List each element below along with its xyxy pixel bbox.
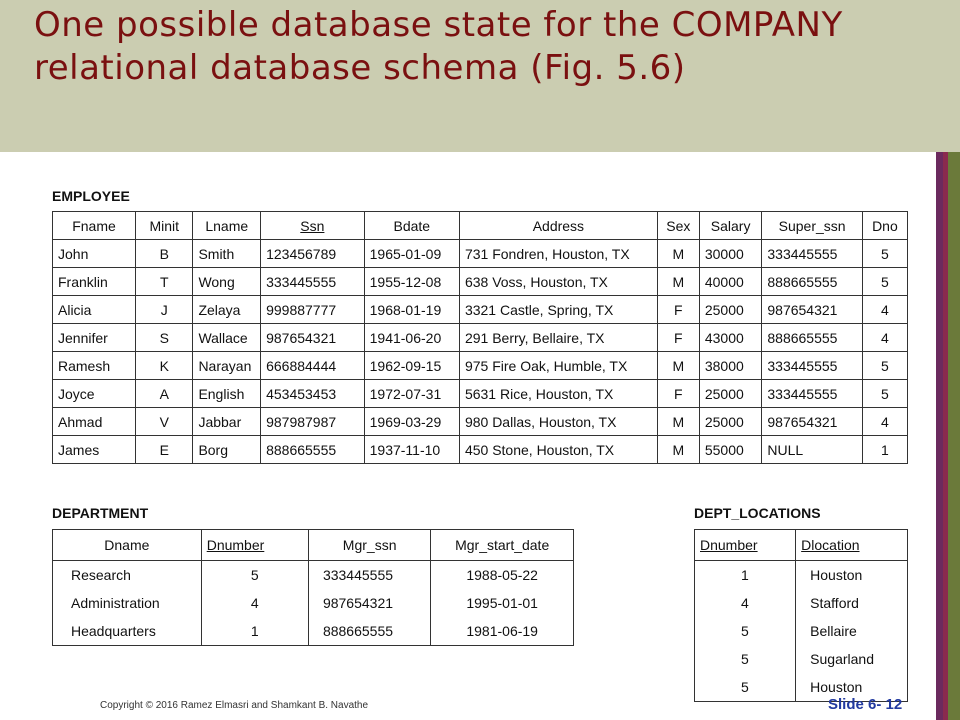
table-cell: 1941-06-20: [364, 324, 459, 352]
column-header: Dno: [862, 212, 907, 240]
table-row: [53, 617, 574, 646]
table-cell: Joyce: [53, 380, 136, 408]
table-cell: Bellaire: [796, 617, 908, 645]
table-cell: 453453453: [261, 380, 365, 408]
table-cell: 25000: [699, 408, 762, 436]
table-cell: 888665555: [308, 617, 430, 646]
table-cell: F: [657, 296, 699, 324]
table-cell: 638 Voss, Houston, TX: [459, 268, 657, 296]
table-row: [695, 589, 908, 617]
table-row: [695, 645, 908, 673]
table-cell: 43000: [699, 324, 762, 352]
table-row: [53, 240, 908, 268]
table-cell: 5: [201, 561, 308, 590]
column-header: Dnumber: [695, 530, 796, 561]
table-cell: F: [657, 324, 699, 352]
table-cell: 1: [695, 561, 796, 590]
slide-number: Slide 6- 12: [828, 696, 903, 713]
table-cell: 4: [695, 589, 796, 617]
table-cell: 5: [695, 617, 796, 645]
table-row: [53, 268, 908, 296]
table-cell: 38000: [699, 352, 762, 380]
column-header: Minit: [136, 212, 193, 240]
column-header: Mgr_start_date: [431, 530, 574, 561]
table-cell: 1988-05-22: [431, 561, 574, 590]
table-cell: M: [657, 240, 699, 268]
table-cell: 333445555: [762, 240, 862, 268]
table-cell: 888665555: [261, 436, 365, 464]
table-cell: 25000: [699, 380, 762, 408]
table-row: [53, 408, 908, 436]
table-cell: Narayan: [193, 352, 261, 380]
department-label: DEPARTMENT: [52, 505, 149, 521]
table-cell: 5: [862, 268, 907, 296]
table-cell: M: [657, 352, 699, 380]
employee-table: [52, 211, 908, 464]
column-header: Bdate: [364, 212, 459, 240]
table-cell: 888665555: [762, 324, 862, 352]
table-cell: James: [53, 436, 136, 464]
accent-stripe: [936, 152, 943, 720]
table-cell: 1968-01-19: [364, 296, 459, 324]
table-cell: 4: [862, 324, 907, 352]
table-cell: 1: [201, 617, 308, 646]
table-cell: Zelaya: [193, 296, 261, 324]
table-row: [53, 380, 908, 408]
table-row: [53, 352, 908, 380]
table-row: [53, 561, 574, 590]
table-row: [695, 617, 908, 645]
column-header: Mgr_ssn: [308, 530, 430, 561]
table-cell: 4: [862, 296, 907, 324]
table-header-row: [53, 212, 908, 240]
table-cell: Smith: [193, 240, 261, 268]
column-header: Dname: [53, 530, 202, 561]
table-cell: 987654321: [261, 324, 365, 352]
table-cell: 987654321: [762, 296, 862, 324]
table-cell: 450 Stone, Houston, TX: [459, 436, 657, 464]
table-row: [53, 589, 574, 617]
table-cell: Alicia: [53, 296, 136, 324]
column-header: Fname: [53, 212, 136, 240]
table-row: [53, 436, 908, 464]
table-cell: John: [53, 240, 136, 268]
table-cell: 987987987: [261, 408, 365, 436]
table-cell: 4: [201, 589, 308, 617]
table-cell: K: [136, 352, 193, 380]
column-header: Sex: [657, 212, 699, 240]
title-bar: [0, 0, 960, 152]
table-cell: Jennifer: [53, 324, 136, 352]
table-cell: 975 Fire Oak, Humble, TX: [459, 352, 657, 380]
dept-locations-label: DEPT_LOCATIONS: [694, 505, 821, 521]
table-cell: Stafford: [796, 589, 908, 617]
table-cell: 333445555: [308, 561, 430, 590]
table-cell: 999887777: [261, 296, 365, 324]
table-cell: 333445555: [762, 352, 862, 380]
table-cell: 5: [862, 352, 907, 380]
table-cell: 1937-11-10: [364, 436, 459, 464]
slide-title: One possible database state for the COMPANY relational database schema (Fig. 5.6): [34, 5, 843, 88]
table-cell: F: [657, 380, 699, 408]
accent-stripe: [948, 152, 960, 720]
table-cell: A: [136, 380, 193, 408]
table-cell: M: [657, 268, 699, 296]
table-cell: 987654321: [762, 408, 862, 436]
table-cell: Sugarland: [796, 645, 908, 673]
table-cell: 5: [695, 645, 796, 673]
table-cell: E: [136, 436, 193, 464]
table-cell: 55000: [699, 436, 762, 464]
table-cell: 333445555: [261, 268, 365, 296]
table-cell: V: [136, 408, 193, 436]
table-cell: 1955-12-08: [364, 268, 459, 296]
column-header: Lname: [193, 212, 261, 240]
column-header: Super_ssn: [762, 212, 862, 240]
table-cell: Borg: [193, 436, 261, 464]
table-cell: Wallace: [193, 324, 261, 352]
employee-label: EMPLOYEE: [52, 188, 130, 204]
table-cell: 25000: [699, 296, 762, 324]
table-cell: 5631 Rice, Houston, TX: [459, 380, 657, 408]
table-cell: M: [657, 436, 699, 464]
table-cell: 4: [862, 408, 907, 436]
table-header-row: [695, 530, 908, 561]
table-header-row: [53, 530, 574, 561]
table-cell: 888665555: [762, 268, 862, 296]
table-cell: S: [136, 324, 193, 352]
table-cell: 731 Fondren, Houston, TX: [459, 240, 657, 268]
table-cell: Houston: [796, 561, 908, 590]
table-cell: 291 Berry, Bellaire, TX: [459, 324, 657, 352]
table-cell: English: [193, 380, 261, 408]
table-cell: 987654321: [308, 589, 430, 617]
table-cell: 1962-09-15: [364, 352, 459, 380]
table-cell: T: [136, 268, 193, 296]
table-cell: Research: [53, 561, 202, 590]
copyright-notice: Copyright © 2016 Ramez Elmasri and Shamkant B. Navathe: [100, 700, 369, 711]
column-header: Address: [459, 212, 657, 240]
column-header: Dlocation: [796, 530, 908, 561]
column-header: Ssn: [261, 212, 365, 240]
column-header: Dnumber: [201, 530, 308, 561]
table-cell: 5: [862, 240, 907, 268]
table-cell: Administration: [53, 589, 202, 617]
dept-locations-table: [694, 529, 908, 702]
table-cell: 666884444: [261, 352, 365, 380]
table-row: [53, 324, 908, 352]
table-cell: Houston: [796, 673, 908, 702]
table-cell: 1965-01-09: [364, 240, 459, 268]
table-cell: 1995-01-01: [431, 589, 574, 617]
column-header: Salary: [699, 212, 762, 240]
table-cell: 1: [862, 436, 907, 464]
table-cell: Ahmad: [53, 408, 136, 436]
table-cell: Franklin: [53, 268, 136, 296]
table-cell: 1972-07-31: [364, 380, 459, 408]
table-cell: B: [136, 240, 193, 268]
table-cell: 123456789: [261, 240, 365, 268]
table-row: [53, 296, 908, 324]
table-cell: 5: [695, 673, 796, 702]
table-cell: Jabbar: [193, 408, 261, 436]
table-cell: 980 Dallas, Houston, TX: [459, 408, 657, 436]
table-cell: M: [657, 408, 699, 436]
table-cell: Ramesh: [53, 352, 136, 380]
department-table: [52, 529, 574, 646]
table-cell: 40000: [699, 268, 762, 296]
table-cell: 1981-06-19: [431, 617, 574, 646]
table-cell: 1969-03-29: [364, 408, 459, 436]
table-cell: 3321 Castle, Spring, TX: [459, 296, 657, 324]
table-cell: Wong: [193, 268, 261, 296]
table-cell: Headquarters: [53, 617, 202, 646]
table-cell: 333445555: [762, 380, 862, 408]
table-cell: J: [136, 296, 193, 324]
table-cell: NULL: [762, 436, 862, 464]
table-cell: 5: [862, 380, 907, 408]
table-row: [695, 561, 908, 590]
table-cell: 30000: [699, 240, 762, 268]
